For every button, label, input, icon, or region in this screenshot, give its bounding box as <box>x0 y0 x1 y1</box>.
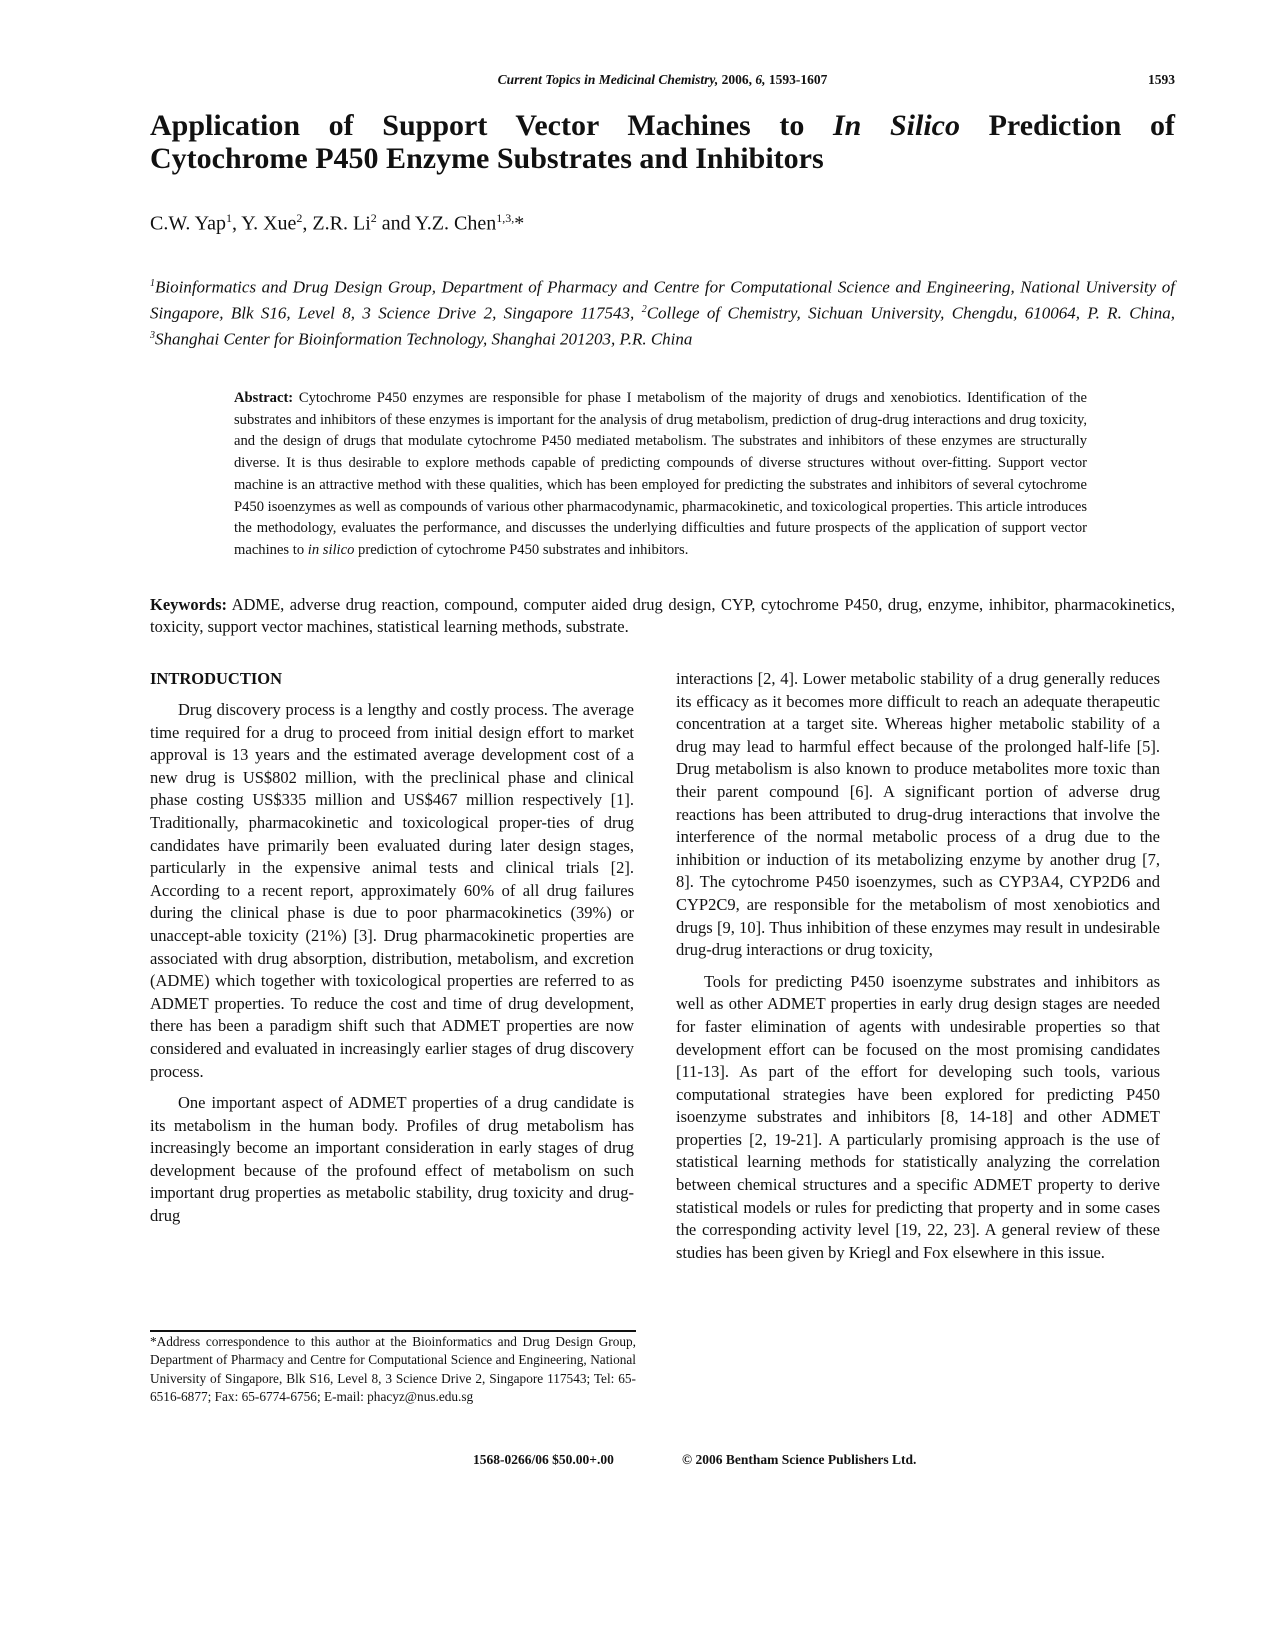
author-4: and Y.Z. Chen <box>376 212 497 235</box>
affiliations <box>150 273 1175 351</box>
journal-volume: 6, <box>755 72 766 87</box>
author-3-affil: 2 <box>370 211 377 225</box>
author-1: C.W. Yap <box>150 212 226 235</box>
author-list <box>150 211 1175 236</box>
title-part-b: Prediction of <box>959 109 1175 142</box>
keywords <box>150 594 1175 638</box>
affil-3-mark: 3 <box>150 330 155 342</box>
journal-name: Current Topics in Medicinal Chemistry, <box>497 72 719 87</box>
title-part-a: Application of Support Vector Machines to <box>150 109 833 142</box>
abstract-italic: in silico <box>307 541 355 558</box>
paragraph: One important aspect of ADMET properties of a drug candidate is its metabolism in the human body. Profiles of drug metabolism has increasingly become an important consideration in early stages of drug development because of the profound effect of metabolism on such important drug properties as metabolic stability, drug toxicity and drug-drug <box>150 1093 634 1226</box>
author-3: , Z.R. Li <box>302 212 371 235</box>
section-heading: INTRODUCTION <box>150 669 283 688</box>
affil-1-text: Bioinformatics and Drug Design Group, Department of Pharmacy and Centre for Computational Science and Engineering, National University of Singapore, Blk S16, Level 8, 3 Science Drive 2, Singapore 117543, <box>150 277 1175 323</box>
paragraph: interactions [2, 4]. Lower metabolic stability of a drug generally reduces its efficacy as it becomes more difficult to reach an adequate therapeutic concentration at a target site. Whereas higher metabolic stability of a drug may lead to harmful effect because of the prolonged half-life [5]. Drug metabolism is also known to produce metabolites more toxic than their parent compound [6]. A significant portion of adverse drug reactions has been attributed to drug-drug interactions that involve the interference of the normal metabolic process of a drug due to the inhibition or induction of its metabolizing enzyme by another drug [7, 8]. The cytochrome P450 isoenzymes, such as CYP3A4, CYP2D6 and CYP2C9, are responsible for the metabolism of most xenobiotics and drugs [9, 10]. Thus inhibition of these enzymes may result in undesirable drug-drug interactions or drug toxicity, <box>676 669 1160 960</box>
correspondence-footnote: *Address correspondence to this author at the Bioinformatics and Drug Design Group, Department of Pharmacy and Centre for Computational Science and Engineering, National University of Singapore, Blk S16, Level 8, 3 Science Drive 2, Singapore 117543; Tel: 65-6516-6877; Fax: 65-6774-6756; E-mail: phacyz@nus.edu.sg <box>150 1334 636 1404</box>
paragraph: Tools for predicting P450 isoenzyme substrates and inhibitors as well as other ADMET properties in early drug design stages are needed for faster elimination of agents with undesirable properties so that development effort can be focused on the most promising candidates [11-13]. As part of the effort for developing such tools, various computational strategies have been explored for predicting P450 isoenzyme substrates and inhibitors [8, 14-18] and other ADMET properties [2, 19-21]. A particularly promising approach is the use of statistical learning methods for statistically analyzing the correlation between chemical structures and a specific ADMET property to derive statistical models or rules for predicting that property and in some cases the corresponding activity level [19, 22, 23]. A general review of these studies has been given by Kriegl and Fox elsewhere in this issue. <box>676 971 1160 1262</box>
left-column <box>150 668 634 1237</box>
right-column <box>676 668 1160 1273</box>
title-line-1 <box>150 109 1175 142</box>
author-2-affil: 2 <box>296 211 303 225</box>
author-4-affil: 1,3, <box>496 211 515 225</box>
article-title <box>150 109 1175 175</box>
journal-pages: 1593-1607 <box>765 72 828 87</box>
title-line-2: Cytochrome P450 Enzyme Substrates and Inhibitors <box>150 142 824 175</box>
journal-citation <box>150 72 1175 88</box>
author-2: , Y. Xue <box>231 212 297 235</box>
affil-3-text: Shanghai Center for Bioinformation Technology, Shanghai 201203, P.R. China <box>155 329 693 349</box>
affil-2-mark: 2 <box>641 304 647 316</box>
abstract-text-a: Cytochrome P450 enzymes are responsible for phase I metabolism of the majority of drugs and xenobiotics. Identification of the substrates and inhibitors of these enzymes is important for the analysis of drug metabolism, prediction of drug-drug interactions and drug toxicity, and the design of drugs that modulate cytochrome P450 mediated metabolism. The substrates and inhibitors of these enzymes are structurally diverse. It is thus desirable to explore methods capable of predicting compounds of diverse structures without over-fitting. Support vector machine is an attractive method with these qualities, which has been employed for predicting the substrates and inhibitors of several cytochrome P450 isoenzymes as well as compounds of various other pharmacodynamic, pharmacokinetic, and toxicological properties. This article introduces the methodology, evaluates the performance, and discusses the underlying difficulties and future prospects of the application of support vector machines to <box>234 390 1087 558</box>
issn-price: 1568-0266/06 $50.00+.00 <box>473 1452 614 1467</box>
keywords-text: ADME, adverse drug reaction, compound, computer aided drug design, CYP, cytochrome P450, drug, enzyme, inhibitor, pharmacokinetics, toxicity, support vector machines, statistical learning methods, substrate. <box>150 595 1175 636</box>
abstract <box>234 388 1087 562</box>
abstract-label: Abstract: <box>234 390 294 406</box>
abstract-text-b: prediction of cytochrome P450 substrates and inhibitors. <box>354 541 689 558</box>
journal-year: 2006, <box>718 72 756 87</box>
running-head <box>150 72 1175 94</box>
title-italic-part: In Silico <box>832 109 960 142</box>
keywords-label: Keywords: <box>150 595 227 614</box>
footnote-divider <box>150 1330 636 1332</box>
page-number: 1593 <box>1148 72 1175 87</box>
author-1-affil: 1 <box>225 211 232 225</box>
paragraph: Drug discovery process is a lengthy and costly process. The average time required for a drug to proceed from initial design effort to market approval is 13 years and the estimated average development cost of a new drug is US$802 million, with the preclinical phase and clinical phase costing US$335 million and US$467 million respectively [1]. Traditionally, pharmacokinetic and toxicological proper-ties of drug candidates have primarily been evaluated during later design stages, particularly in the expensive animal tests and clinical trials [2]. According to a recent report, approximately 60% of all drug failures during the clinical phase is due to poor pharmacokinetics (39%) or unaccept-able toxicity (21%) [3]. Drug pharmacokinetic properties are associated with drug absorption, distribution, metabolism, and excretion (ADME) which together with toxicological properties are referred to as ADMET properties. To reduce the cost and time of drug development, there has been a paradigm shift such that ADMET properties are now considered and evaluated in increasingly earlier stages of drug discovery process. <box>150 700 634 1081</box>
copyright: © 2006 Bentham Science Publishers Ltd. <box>682 1452 917 1467</box>
affil-2-text: College of Chemistry, Sichuan University, Chengdu, 610064, P. R. China, <box>646 303 1176 323</box>
corresponding-author-mark: * <box>514 212 525 235</box>
affil-1-mark: 1 <box>150 278 155 289</box>
